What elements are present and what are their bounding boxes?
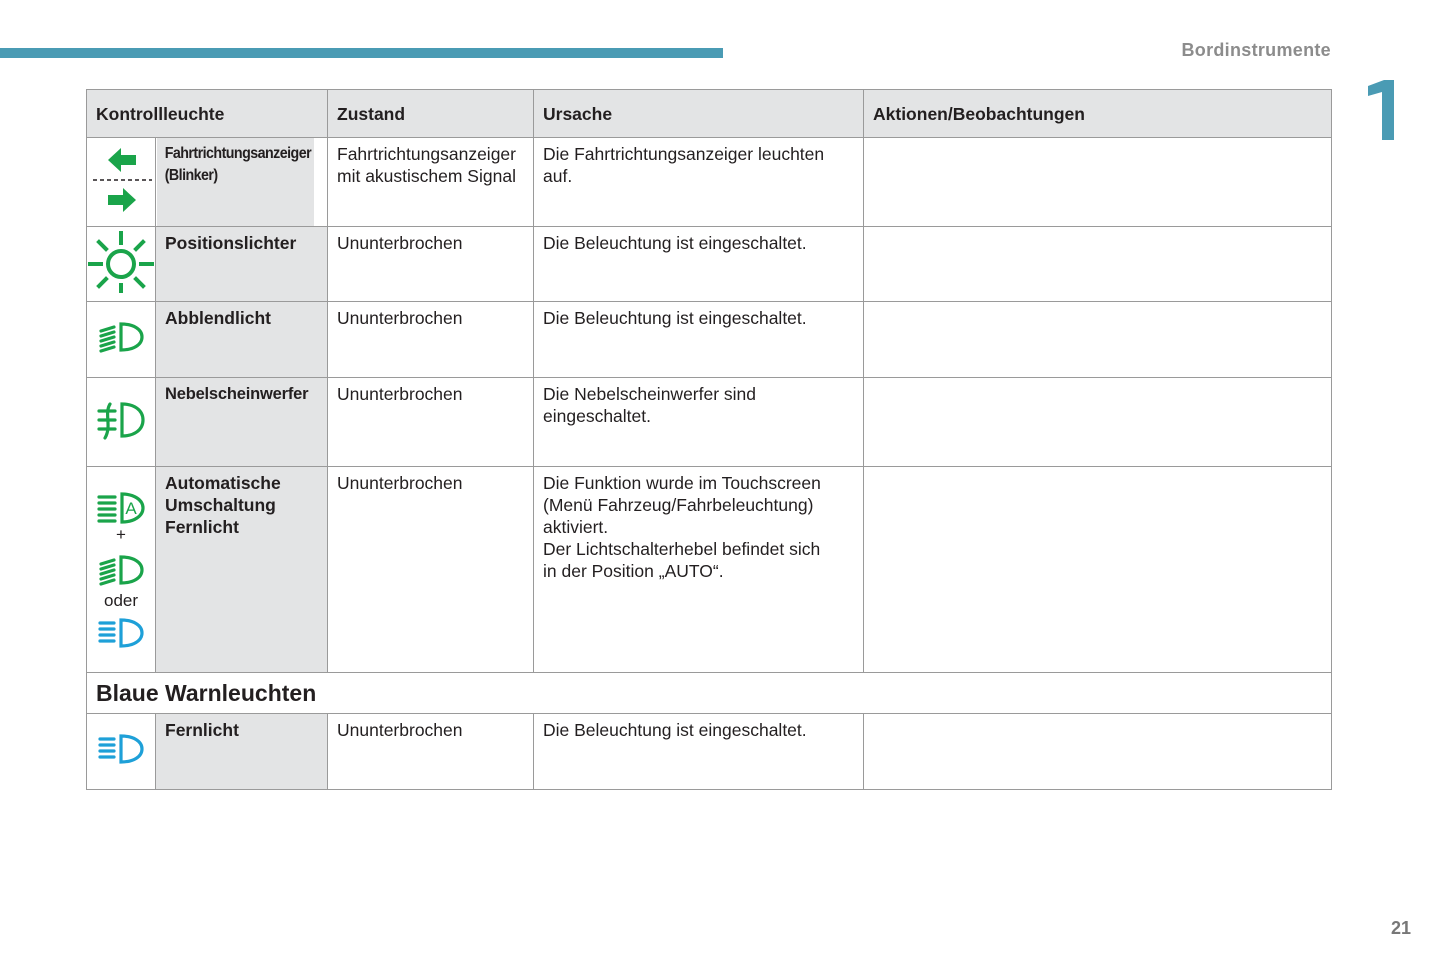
row-cause: Die Beleuchtung ist eingeschaltet. (534, 714, 864, 790)
row-name: Fahrtrichtungsanzeiger (Blinker) (156, 138, 314, 227)
page-number: 21 (1390, 918, 1411, 938)
row-action (864, 714, 1332, 790)
row-action (864, 378, 1332, 467)
table-header-row (87, 90, 1332, 138)
row-cause: Die Funktion wurde im Touchscreen (Menü Fahrzeug/Fahrbeleuchtung) aktiviert. Der Lichtschalterhebel befindet sich in der Position „AUTO“. (534, 467, 864, 673)
auto-high-beam-icon (96, 491, 146, 525)
group-header-row (87, 673, 1332, 714)
high-beam-icon (97, 733, 145, 765)
table-row (87, 138, 1332, 227)
row-name: Positionslichter (156, 227, 328, 302)
header-zustand: Zustand (328, 90, 534, 138)
header-kontrollleuchte: Kontrollleuchte (87, 90, 328, 138)
header-aktionen: Aktionen/Beobachtungen (864, 90, 1332, 138)
fog-light-icon (96, 400, 146, 440)
icon-stack (87, 491, 155, 649)
row-name: Automatische Umschaltung Fernlicht (156, 467, 328, 673)
icon-cell (87, 714, 156, 790)
icon-cell (87, 467, 156, 673)
row-action (864, 302, 1332, 378)
row-cause: Die Fahrtrichtungsanzeiger leuchten auf. (534, 138, 864, 227)
row-cause: Die Nebelscheinwerfer sind eingeschaltet. (534, 378, 864, 467)
row-action (864, 138, 1332, 227)
group-title: Blaue Warnleuchten (87, 673, 1332, 714)
table-row (87, 467, 1332, 673)
row-name: Nebelscheinwerfer (156, 378, 328, 467)
table-row (87, 378, 1332, 467)
table-row (87, 302, 1332, 378)
row-action (864, 227, 1332, 302)
icon-cell (87, 138, 156, 227)
section-title: Bordinstrumente (1181, 40, 1331, 60)
header-ursache: Ursache (534, 90, 864, 138)
plus-label: + (116, 524, 126, 544)
row-cause: Die Beleuchtung ist eingeschaltet. (534, 302, 864, 378)
turn-signal-icon (90, 148, 152, 212)
row-name: Fernlicht (156, 714, 328, 790)
icon-cell (87, 302, 156, 378)
row-state: Ununterbrochen (328, 378, 534, 467)
row-state: Ununterbrochen (328, 714, 534, 790)
high-beam-icon (97, 617, 145, 649)
row-name: Abblendlicht (156, 302, 328, 378)
section-accent-bar (0, 48, 723, 58)
row-action (864, 467, 1332, 673)
row-state: Ununterbrochen (328, 227, 534, 302)
low-beam-icon (97, 320, 145, 354)
icon-cell (87, 227, 156, 302)
svg-text:A: A (125, 498, 137, 518)
row-state: Ununterbrochen (328, 302, 534, 378)
or-label: oder (103, 590, 139, 610)
row-state: Fahrtrichtungsanzeiger mit akustischem Signal (328, 138, 534, 227)
row-cause: Die Beleuchtung ist eingeschaltet. (534, 227, 864, 302)
position-lights-icon (88, 231, 154, 293)
table-row (87, 714, 1332, 790)
low-beam-icon (97, 553, 145, 587)
table-row (87, 227, 1332, 302)
icon-cell (87, 378, 156, 467)
warning-lights-table (86, 89, 1332, 790)
chapter-number (1366, 78, 1398, 142)
row-state: Ununterbrochen (328, 467, 534, 673)
